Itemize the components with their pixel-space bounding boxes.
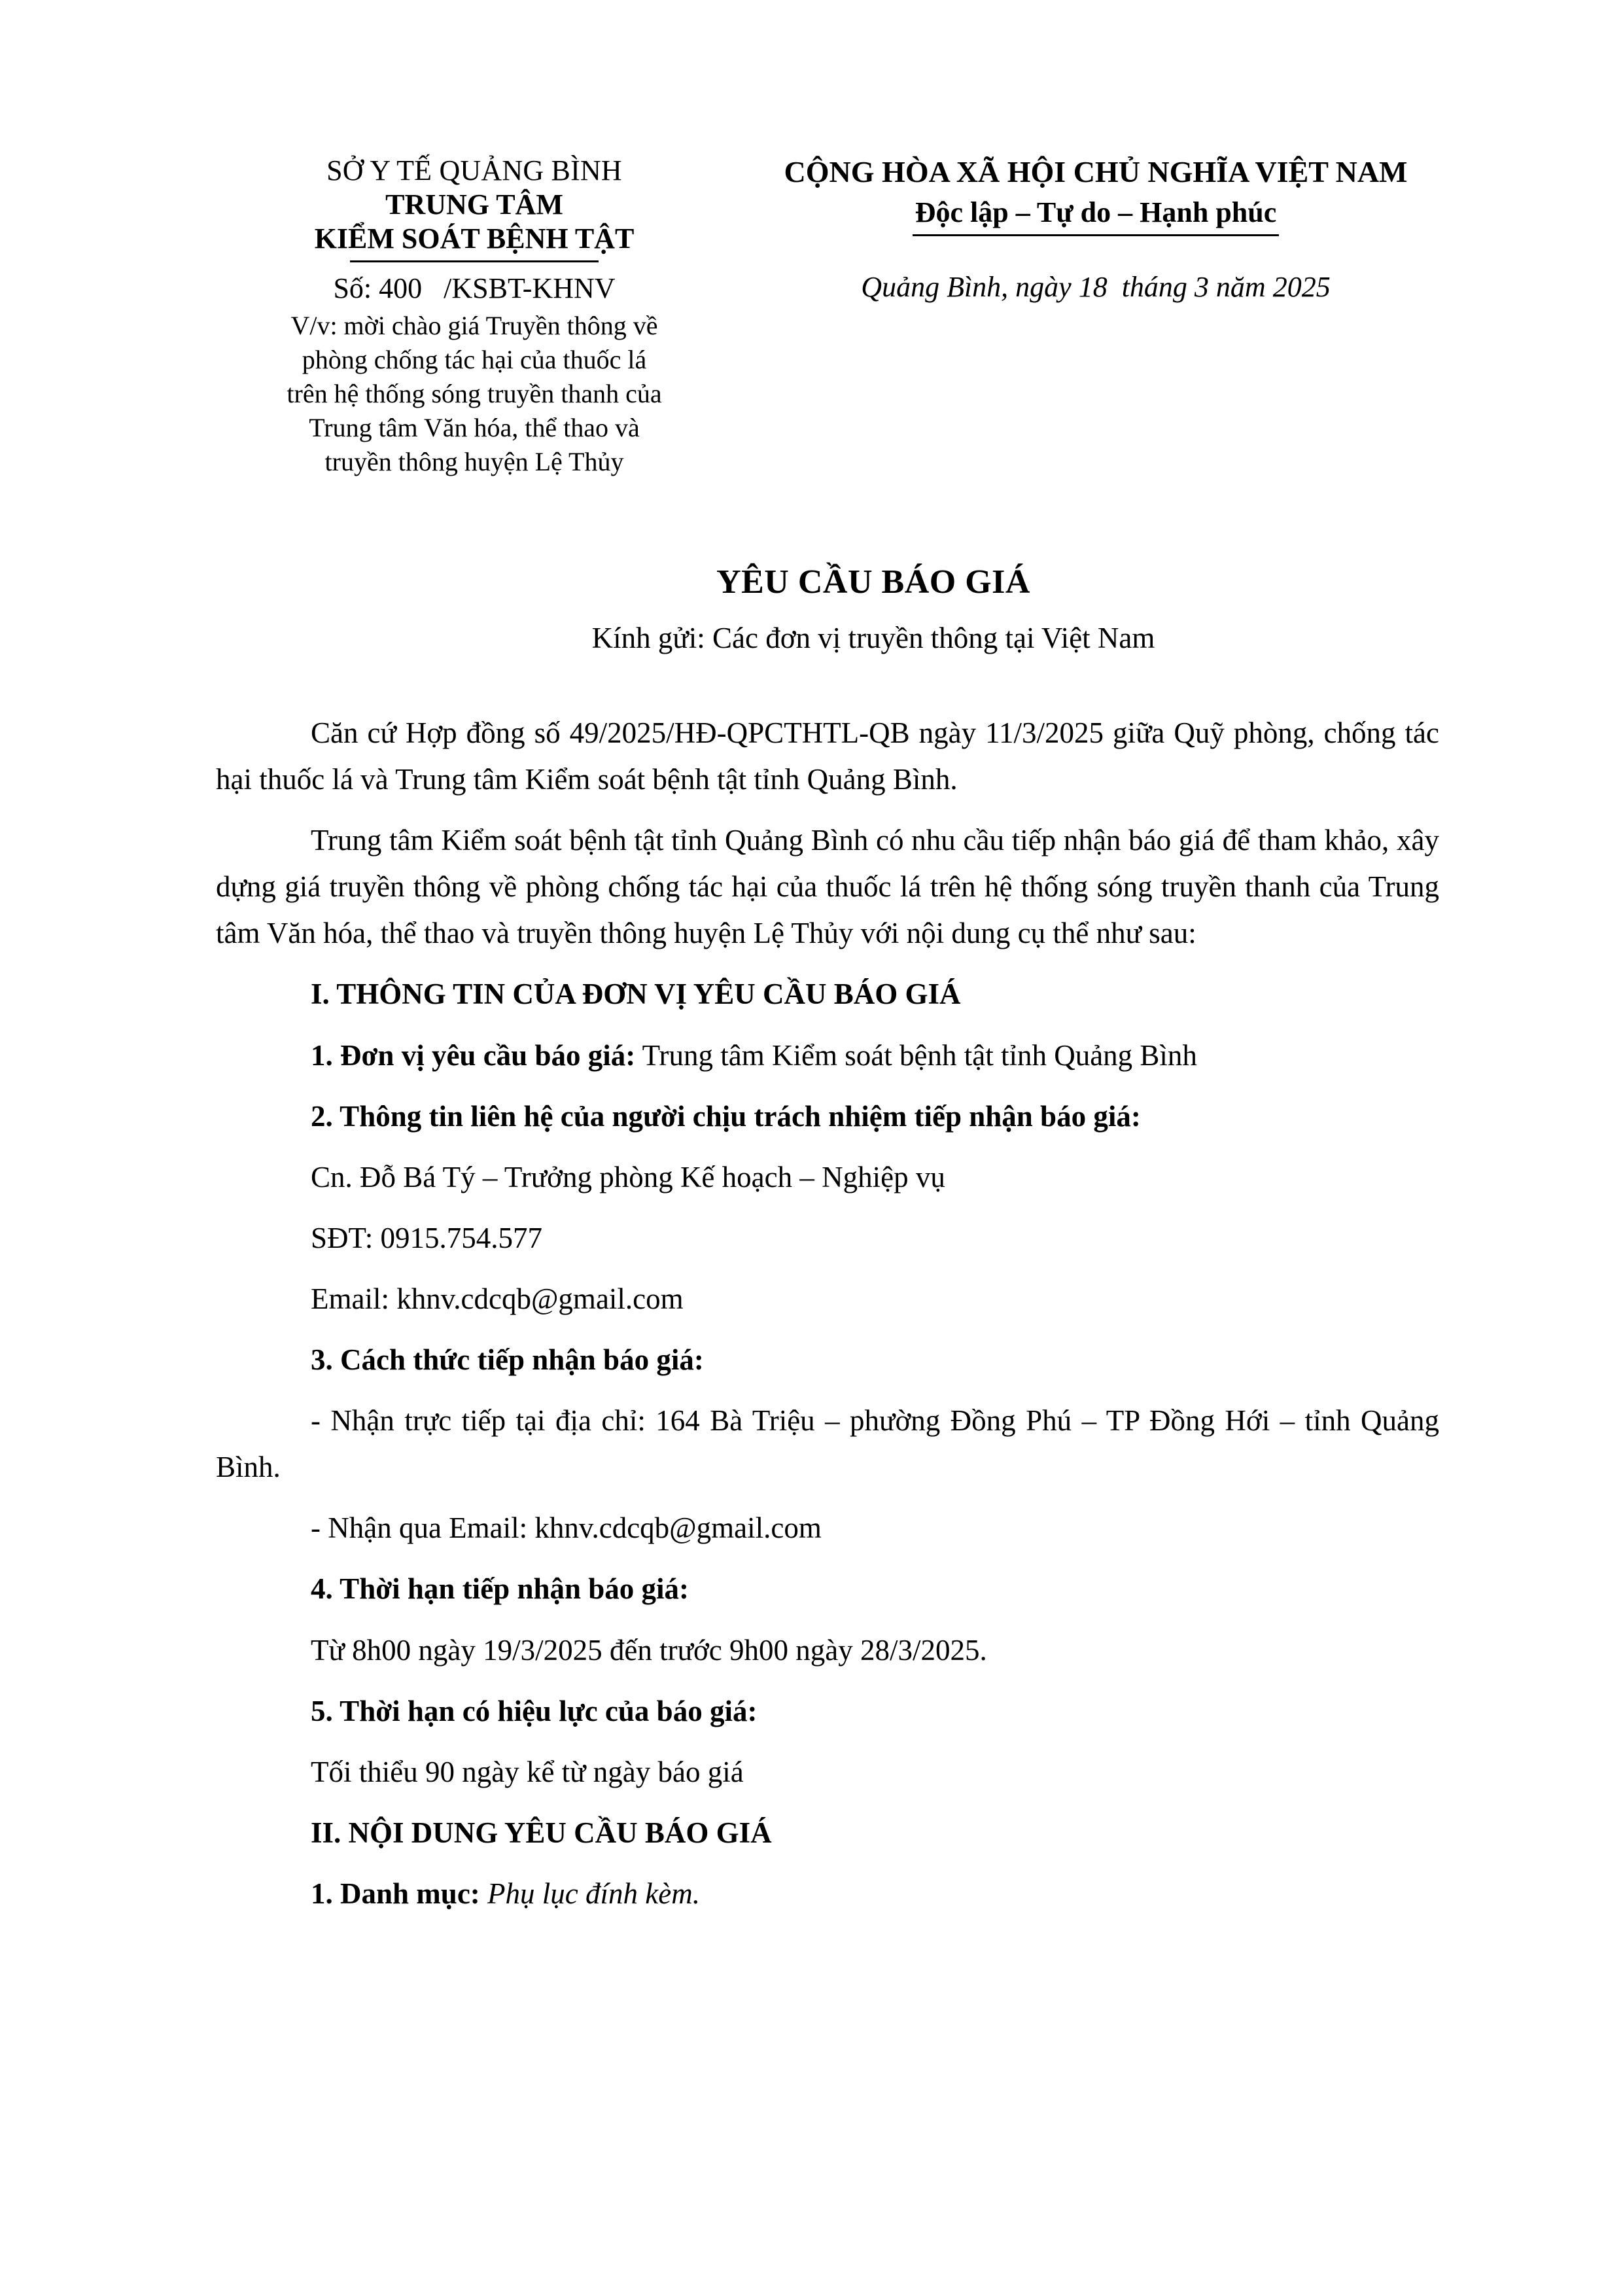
- addressee-line: Kính gửi: Các đơn vị truyền thông tại Việt Nam: [591, 622, 1155, 654]
- section-heading-ii: II. NỘI DUNG YÊU CẦU BÁO GIÁ: [311, 1816, 772, 1849]
- country-name: CỘNG HÒA XÃ HỘI CHỦ NGHĨA VIỆT NAM: [784, 155, 1408, 188]
- letterhead-divider-left: [350, 260, 599, 262]
- contact-person: Cn. Đỗ Bá Tý – Trưởng phòng Kế hoạch – Nghiệp vụ: [311, 1160, 945, 1193]
- section-heading-i: I. THÔNG TIN CỦA ĐƠN VỊ YÊU CẦU BÁO GIÁ: [311, 978, 961, 1011]
- paragraph-purpose: Trung tâm Kiểm soát bệnh tật tỉnh Quảng Bình có nhu cầu tiếp nhận báo giá để tham khảo, xây dựng giá truyền thông về phòng chống tác hại của thuốc lá trên hệ thống sóng truyền thanh của Trung tâm Văn hóa, thể thao và truyền thông huyện Lệ Thủy với nội dung cụ thể như sau:: [216, 824, 1439, 950]
- contact-phone: SĐT: 0915.754.577: [311, 1221, 543, 1254]
- paragraph-legal-basis: Căn cứ Hợp đồng số 49/2025/HĐ-QPCTHTL-QB ngày 11/3/2025 giữa Quỹ phòng, chống tác hại thuốc lá và Trung tâm Kiểm soát bệnh tật tỉnh Quảng Bình.: [216, 716, 1439, 796]
- center-name-line-1: TRUNG TÂM: [385, 188, 563, 221]
- contact-email: Email: khnv.cdcqb@gmail.com: [311, 1282, 684, 1315]
- issuing-authority-block: [216, 154, 733, 479]
- deadline-value: Từ 8h00 ngày 19/3/2025 đến trước 9h00 ngày 28/3/2025.: [311, 1633, 987, 1667]
- national-motto: Độc lập – Tự do – Hạnh phúc: [915, 196, 1277, 229]
- submission-method-in-person: - Nhận trực tiếp tại địa chỉ: 164 Bà Triệu – phường Đồng Phú – TP Đồng Hới – tỉnh Quảng Bình.: [216, 1404, 1439, 1484]
- validity-value: Tối thiểu 90 ngày kể từ ngày báo giá: [311, 1755, 744, 1788]
- submission-method-email: - Nhận qua Email: khnv.cdcqb@gmail.com: [311, 1511, 822, 1545]
- item-contact-heading: 2. Thông tin liên hệ của người chịu trách nhiệm tiếp nhận báo giá:: [311, 1099, 1141, 1133]
- national-heading-block: [733, 154, 1439, 304]
- letterhead-divider-right: [913, 234, 1279, 236]
- item-label-1: 1. Đơn vị yêu cầu báo giá:: [311, 1038, 636, 1072]
- center-name-line-2: KIỂM SOÁT BỆNH TẬT: [314, 222, 635, 255]
- item-requesting-unit: [216, 1033, 1439, 1079]
- subject-line: phòng chống tác hại của thuốc lá: [302, 344, 647, 374]
- document-number: Số: 400 /KSBT-KHNV: [333, 272, 616, 304]
- title-block: [307, 563, 1439, 655]
- item-label-catalogue: 1. Danh mục:: [311, 1877, 480, 1910]
- item-validity-heading: 5. Thời hạn có hiệu lực của báo giá:: [311, 1694, 758, 1727]
- subject-line: Trung tâm Văn hóa, thể thao và: [309, 412, 640, 442]
- item-catalogue: [216, 1871, 1439, 1917]
- subject-line: V/v: mời chào giá Truyền thông về: [290, 310, 658, 340]
- item-submission-method-heading: 3. Cách thức tiếp nhận báo giá:: [311, 1343, 704, 1377]
- letterhead: [216, 154, 1439, 479]
- subject-line: truyền thông huyện Lệ Thủy: [324, 446, 624, 476]
- department-name: SỞ Y TẾ QUẢNG BÌNH: [326, 154, 622, 186]
- document-body: [216, 710, 1439, 1932]
- document-subject: [216, 309, 733, 479]
- item-value-1: Trung tâm Kiểm soát bệnh tật tỉnh Quảng Bình: [642, 1038, 1197, 1072]
- item-deadline-heading: 4. Thời hạn tiếp nhận báo giá:: [311, 1572, 689, 1606]
- item-value-catalogue: Phụ lục đính kèm.: [487, 1877, 700, 1910]
- page-title: YÊU CẦU BÁO GIÁ: [716, 563, 1030, 601]
- subject-line: trên hệ thống sóng truyền thanh của: [287, 378, 662, 408]
- place-and-date: Quảng Bình, ngày 18 tháng 3 năm 2025: [861, 270, 1331, 303]
